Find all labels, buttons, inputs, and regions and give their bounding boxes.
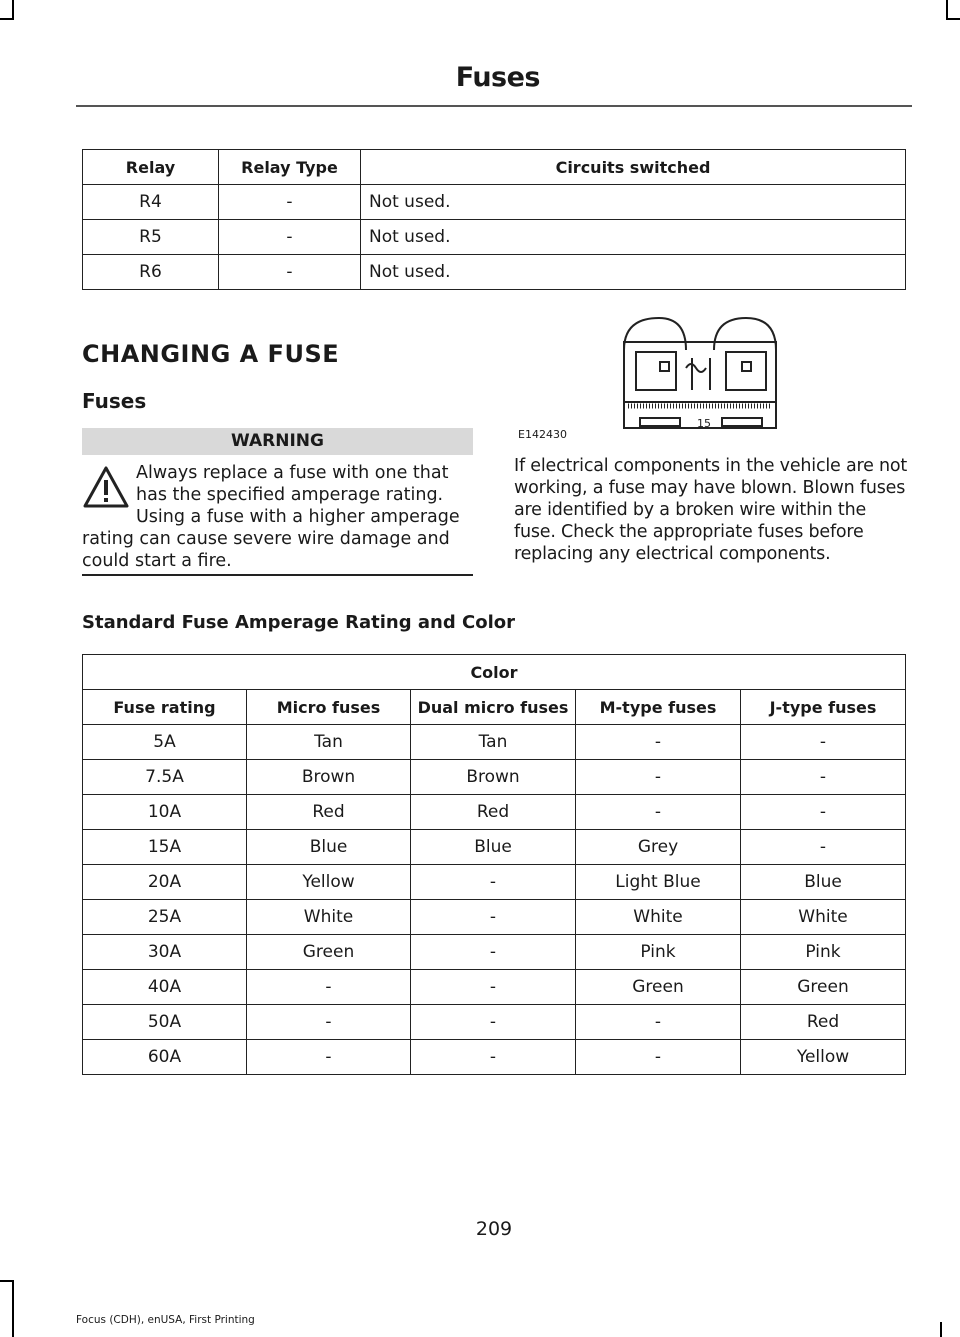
table-cell: White [247, 900, 411, 935]
table-row [83, 220, 906, 255]
table-cell: R5 [83, 220, 219, 255]
footer-text: Focus (CDH), enUSA, First Printing [76, 1314, 255, 1326]
table-cell: - [576, 725, 741, 760]
header-divider [76, 105, 912, 107]
table-row [83, 255, 906, 290]
table-cell: Not used. [361, 185, 906, 220]
table-cell: - [247, 1005, 411, 1040]
table-cell: Blue [741, 865, 906, 900]
table-cell: 10A [83, 795, 247, 830]
table-cell: 30A [83, 935, 247, 970]
table-header-row [83, 150, 906, 185]
table-cell: - [741, 830, 906, 865]
table-cell: - [411, 900, 576, 935]
table-cell: Green [741, 970, 906, 1005]
column-header: Relay Type [219, 150, 361, 185]
column-header: Micro fuses [247, 690, 411, 725]
table-row [83, 830, 906, 865]
table-cell: - [411, 1040, 576, 1075]
table-cell: Light Blue [576, 865, 741, 900]
table-cell: Green [247, 935, 411, 970]
table-cell: Pink [741, 935, 906, 970]
table-cell: - [576, 1005, 741, 1040]
table-cell: Grey [576, 830, 741, 865]
table-cell: - [247, 1040, 411, 1075]
table-cell: 25A [83, 900, 247, 935]
table-cell: 60A [83, 1040, 247, 1075]
table-cell: 7.5A [83, 760, 247, 795]
warning-triangle-icon [82, 464, 130, 510]
table-row [83, 970, 906, 1005]
table-cell: Green [576, 970, 741, 1005]
table-cell: Blue [247, 830, 411, 865]
table-header-row [83, 690, 906, 725]
figure-code: E142430 [518, 428, 567, 441]
column-header: M-type fuses [576, 690, 741, 725]
table-cell: - [576, 795, 741, 830]
column-header: J-type fuses [741, 690, 906, 725]
table-cell: 50A [83, 1005, 247, 1040]
table-cell: - [741, 760, 906, 795]
table-cell: - [741, 795, 906, 830]
section-heading: CHANGING A FUSE [82, 340, 340, 368]
table-cell: - [411, 1005, 576, 1040]
table-cell: White [741, 900, 906, 935]
table-row [83, 935, 906, 970]
table-cell: 5A [83, 725, 247, 760]
table-cell: Yellow [247, 865, 411, 900]
crop-mark [946, 0, 948, 20]
table-cell: - [411, 970, 576, 1005]
table-cell: Not used. [361, 220, 906, 255]
warning-title: WARNING [82, 428, 473, 455]
table-cell: 40A [83, 970, 247, 1005]
table-cell: Yellow [741, 1040, 906, 1075]
table-cell: Pink [576, 935, 741, 970]
table-row [83, 725, 906, 760]
relay-table [82, 149, 906, 290]
fuse-rating-label: 15 [697, 417, 711, 430]
table-cell: Tan [247, 725, 411, 760]
table-cell: Red [411, 795, 576, 830]
table-cell: - [219, 255, 361, 290]
table-cell: White [576, 900, 741, 935]
group-header: Color [83, 655, 906, 690]
table-cell: - [219, 220, 361, 255]
column-header: Fuse rating [83, 690, 247, 725]
table-cell: - [741, 725, 906, 760]
table-cell: 20A [83, 865, 247, 900]
warning-text: Always replace a fuse with one that has the specified amperage rating. Using a fuse with a higher amperage rating can cause severe wire damage and could start a fire. [82, 463, 460, 571]
table-cell: 15A [83, 830, 247, 865]
page-header-title: Fuses [455, 62, 540, 93]
table-row [83, 1040, 906, 1075]
table-cell: - [247, 970, 411, 1005]
table-cell: Red [247, 795, 411, 830]
crop-mark [946, 18, 960, 20]
table-cell: Brown [411, 760, 576, 795]
crop-mark [0, 18, 14, 20]
column-header: Circuits switched [361, 150, 906, 185]
crop-mark [0, 1280, 14, 1282]
crop-mark [12, 1280, 14, 1337]
table-title: Standard Fuse Amperage Rating and Color [82, 612, 516, 633]
table-cell: R4 [83, 185, 219, 220]
column-header: Relay [83, 150, 219, 185]
table-cell: Not used. [361, 255, 906, 290]
page-number: 209 [475, 1218, 513, 1240]
table-row [83, 795, 906, 830]
body-paragraph: If electrical components in the vehicle are not working, a fuse may have blown. Blown fuses are identified by a broken wire within the fuse. Check the appropriate fuses before replacing any electrical components. [514, 456, 908, 564]
fuse-color-table [82, 654, 906, 1075]
table-row [83, 900, 906, 935]
table-cell: - [576, 760, 741, 795]
warning-divider [82, 574, 473, 576]
table-cell: - [576, 1040, 741, 1075]
crop-mark [940, 1322, 942, 1337]
crop-mark [12, 0, 14, 20]
warning-paragraph [82, 462, 475, 572]
subsection-heading: Fuses [82, 389, 147, 413]
table-row [83, 185, 906, 220]
table-cell: - [219, 185, 361, 220]
table-group-header-row [83, 655, 906, 690]
table-row [83, 865, 906, 900]
table-cell: R6 [83, 255, 219, 290]
column-header: Dual micro fuses [411, 690, 576, 725]
table-cell: Tan [411, 725, 576, 760]
table-cell: - [411, 935, 576, 970]
table-row [83, 1005, 906, 1040]
table-cell: Brown [247, 760, 411, 795]
table-cell: Blue [411, 830, 576, 865]
table-row [83, 760, 906, 795]
table-cell: Red [741, 1005, 906, 1040]
fuse-illustration [514, 310, 834, 445]
table-cell: - [411, 865, 576, 900]
